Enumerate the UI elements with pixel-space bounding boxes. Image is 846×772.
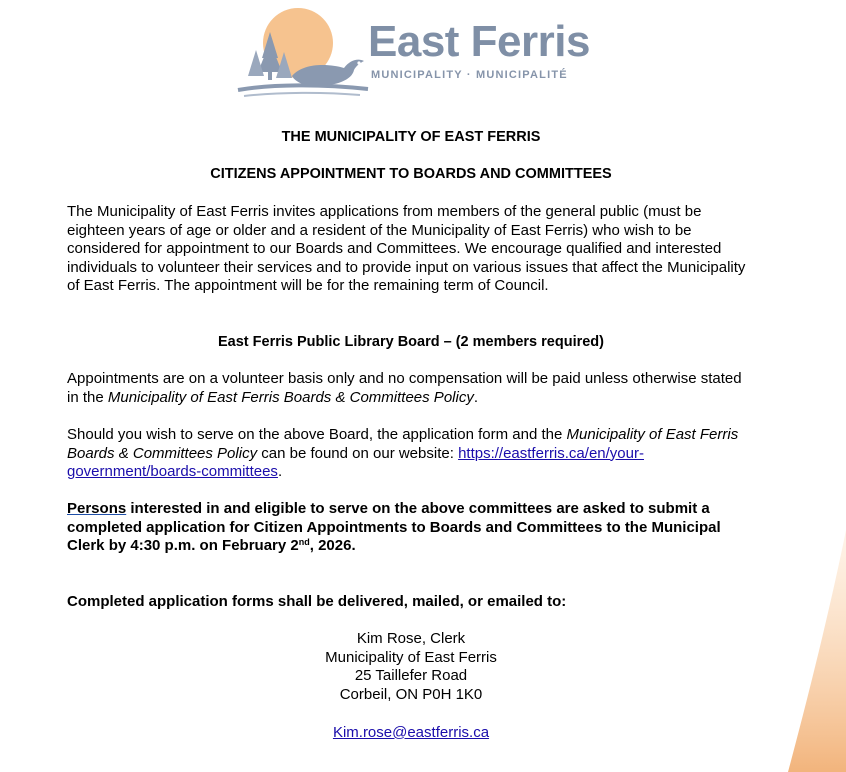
board-title: East Ferris Public Library Board – (2 members required) [218, 334, 604, 350]
decorative-swoosh-icon [780, 500, 846, 772]
document-subtitle: CITIZENS APPOINTMENT TO BOARDS AND COMMITTEES [210, 166, 612, 182]
loon-sun-logo-icon [232, 6, 372, 98]
intro-paragraph: The Municipality of East Ferris invites applications from members of the general public (must be eighteen years of age or older and a resident of the Municipality of East Ferris) who wish to be considered for appointment to our Boards and Committees. We encourage qualified and interested individuals to volunteer their services and to provide input on various issues that affect the Municipality of East Ferris. The appointment will be for the remaining term of Council. [67, 203, 746, 294]
serve-text: Should you wish to serve on the above Board, the application form and the [67, 426, 567, 443]
serve-policy-name: Municipality of East Ferris Boards & Committees Policy [67, 426, 739, 462]
serve-paragraph [67, 426, 757, 482]
contact-email-link[interactable]: Kim.rose@eastferris.ca [332, 723, 490, 741]
contact-city: Corbeil, ON P0H 1K0 [339, 686, 483, 704]
delivery-note: Completed application forms shall be delivered, mailed, or emailed to: [67, 593, 567, 610]
deadline-paragraph [67, 500, 757, 556]
serve-end: . [277, 463, 283, 480]
volunteer-end: . [473, 388, 478, 406]
deadline-ordinal: nd [298, 537, 310, 547]
contact-street: 25 Taillefer Road [354, 667, 468, 685]
contact-name: Kim Rose, Clerk [356, 630, 466, 647]
deadline-first-word: Persons [67, 500, 127, 517]
logo-name: East Ferris [368, 17, 590, 66]
deadline-text: interested in and eligible to serve on the above committees are asked to submit a completed application for Citizen Appointments to Boards and Committees to the Municipal Clerk by 4:30 p.m. on February 2 [67, 500, 721, 554]
serve-middle: can be found on our website: [257, 444, 459, 462]
website-link[interactable]: https://eastferris.ca/en/your-government/boards-committees [67, 444, 644, 480]
municipality-logo [232, 6, 612, 98]
volunteer-policy-name: Municipality of East Ferris Boards & Committees Policy [107, 388, 474, 406]
contact-block [67, 630, 755, 743]
contact-org: Municipality of East Ferris [325, 648, 497, 666]
deadline-end: , 2026. [309, 537, 356, 554]
volunteer-text: Appointments are on a volunteer basis only and no compensation will be paid unless otherwise stated in the [67, 370, 742, 406]
document-title: THE MUNICIPALITY OF EAST FERRIS [281, 129, 541, 145]
logo-subtitle: MUNICIPALITY · MUNICIPALITÉ [371, 69, 568, 81]
volunteer-paragraph [67, 370, 757, 407]
